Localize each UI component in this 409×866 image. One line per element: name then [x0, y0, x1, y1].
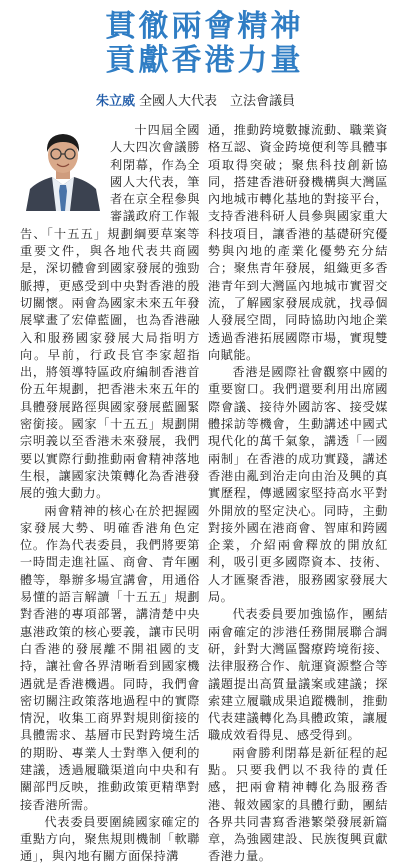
article-paragraph: 兩會精神的核心在於把握國家發展大勢、明確香港角色定位。作為代表委員，我們將要第一時間走進社區、商會、青年團體等，舉辦多場宣講會，用通俗易懂的語言解讀「十五五」規劃對香港的專項部署，講清楚中央惠港政策的核心要義，讓市民明白香港的發展離不開祖國的支持，讓社會各界清晰看到國家機遇就是香港機遇。同時，我們會密切關注政策落地過程中的實際情況，收集工商界對規則銜接的具體需求、基層市民對跨境生活的期盼、專業人士對準入便利的建議，透過履職渠道向中央和有關部門反映，推動政策更精準對接香港所需。: [20, 503, 200, 812]
headline-line-2: 貢獻香港力量: [105, 43, 304, 78]
byline: [96, 94, 295, 110]
headline-line-1: 貫徹兩會精神: [105, 9, 304, 44]
article-column-right: [208, 122, 388, 866]
photo-spacer: [20, 122, 110, 220]
article-paragraph: 香港是國際社會觀察中國的重要窗口。我們還要利用出席國際會議、接待外國訪客、接受媒體採訪等機會，生動講述中國式現代化的萬千氣象，講透「一國兩制」在香港的成功實踐，講述香港由亂到治走向由治及興的真實歷程，傳遞國家堅持高水平對外開放的堅定決心。同時，主動對接外國在港商會、智庫和跨國企業，介紹兩會釋放的開放紅利，吸引更多國際資本、技術、人才匯聚香港，服務國家發展大局。: [208, 365, 388, 605]
article-paragraph: 通，推動跨境數據流動、職業資格互認、資金跨境便利等具體事項取得突破；聚焦科技創新協同，搭建香港研發機構與大灣區內地城市轉化基地的對接平台，支持香港科研人員參與國家重大科技項目，讓香港的基礎研究優勢與內地的產業化優勢充分結合；聚焦青年發展，組織更多香港青年到大灣區內地城市實習交流，了解國家發展成就，找尋個人發展空間，同時協助內地企業透過香港拓展國際市場，實現雙向賦能。: [208, 123, 388, 362]
article-paragraph: 十四屆全國人大四次會議勝利閉幕，作為全國人大代表，筆者在京全程參與審議政府工作報告、「十五五」規劃綱要草案等重要文件，與各地代表共商國是，深切體會到國家發展的強勁脈搏，更感受到中央對香港的殷切關懷。兩會為國家未來五年發展擘畫了宏偉藍圖，也為香港融入和服務國家發展大局指明方向。早前，行政長官李家超指出，將領導特區政府編制香港首份五年規劃，把香港未來五年的具體發展路徑與國家發展藍圖緊密銜接。國家「十五五」規劃開宗明義以至香港未來發展，我們要以實際行動推動兩會精神落地生根，讓國家決策轉化為香港發展的強大動力。: [20, 123, 200, 501]
author-role: 全國人大代表 立法會議員: [139, 94, 296, 109]
author-name: 朱立威: [96, 94, 136, 109]
article-paragraph: 代表委員要圍繞國家確定的重點方向，聚焦規則機制「軟聯通」，與內地有關方面保持溝: [20, 814, 200, 864]
article-paragraph: 代表委員要加強協作，團結兩會確定的涉港任務開展聯合調研，針對大灣區醫療跨境衔接、法律服務合作、航運資源整合等議題提出高質量議案或建議；探索建立履職成果追蹤機制，推動代表建議轉化為具體政策，讓履職成效看得見、感受得到。: [208, 607, 388, 743]
article-column-left: [20, 122, 200, 866]
article-paragraph: 兩會勝利閉幕是新征程的起點。只要我們以不我待的責任感，把兩會精神轉化為服務香港、報效國家的具體行動，團結各界共同書寫香港繁榮發展新篇章，為強國建設、民族復興貢獻香港力量。: [208, 745, 388, 864]
